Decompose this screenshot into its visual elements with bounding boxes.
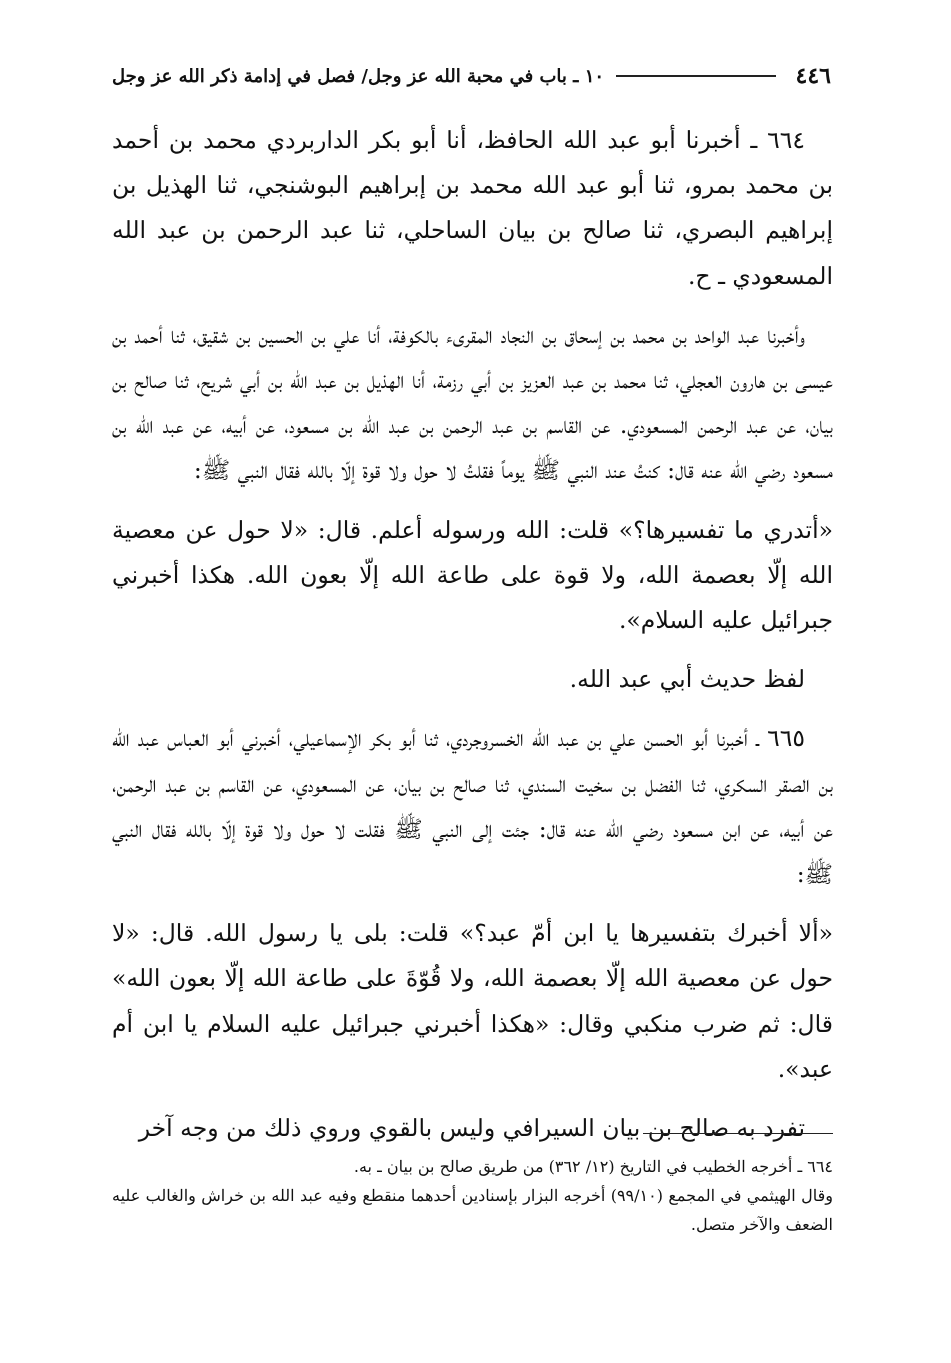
paragraph-hadith-text: «أتدري ما تفسيرها؟» قلت: الله ورسوله أعلم. قال: «لا حول عن معصية الله إلّا بعصمة الله، ولا قوة على طاعة الله إلّا بعون الله. هكذا أخبرني جبرائيل عليه السلام». xyxy=(112,515,833,635)
running-title: ١٠ ـ باب في محبة الله عز وجل/ فصل في إدامة ذكر الله عز وجل xyxy=(112,65,605,87)
footnote-664: ٦٦٤ ـ أخرجه الخطيب في التاريخ (١٢/ ٣٦٢) من طريق صالح بن بيان ـ به. xyxy=(353,1157,833,1176)
page-header xyxy=(112,58,831,94)
footnotes xyxy=(112,1152,833,1239)
footnote-separator xyxy=(643,1133,833,1134)
page-number: ٤٤٦ xyxy=(795,63,831,89)
paragraph-hadith-664: ٦٦٤ ـ أخبرنا أبو عبد الله الحافظ، أنا أبو بكر الداربردي محمد بن أحمد بن محمد بمرو، ثنا أبو عبد الله محمد بن إبراهيم البوشنجي، ثنا الهذيل بن إبراهيم البصري، ثنا صالح بن بيان الساحلي، ثنا عبد الرحمن بن عبد الله المسعودي ـ ح. xyxy=(112,126,833,290)
footnote-continuation: وقال الهيثمي في المجمع (٩٩/١٠) أخرجه البزار بإسنادين أحدهما منقطع وفيه عبد الله بن خراش والغالب عليه الضعف والآخر متصل. xyxy=(112,1186,834,1234)
paragraph-wording-note: لفظ حديث أبي عبد الله. xyxy=(569,665,805,694)
paragraph-hadith-665: ٦٦٥ ـ أخبرنا أبو الحسن علي بن عبد الله الخسروجردي، ثنا أبو بكر الإسماعيلي، أخبرني أبو العباس عبد الله بن الصقر السكري، ثنا الفضل بن سخيت السندي، ثنا صالح بن بيان، عن المسعودي، عن القاسم بن عبد الرحمن، عن أبيه، عن ابن مسعود رضي الله عنه قال: جئت إلى النبي ﷺ فقلت لا حول ولا قوة إلّا بالله فقال النبي ﷺ: xyxy=(112,724,833,889)
paragraph-grading-note: تفرد به صالح بن بيان السيرافي وليس بالقوي وروي ذلك من وجه آخر xyxy=(138,1114,805,1143)
paragraph-second-chain: وأخبرنا عبد الواحد بن محمد بن إسحاق بن النجاد المقرىء بالكوفة، أنا علي بن الحسين بن شقيق، ثنا أحمد بن عيسى بن هارون العجلي، ثنا محمد بن عبد العزيز بن أبي رزمة، أنا الهذيل بن عبد الله بن أبي شريح، ثنا صالح بن بيان، عن عبد الرحمن المسعودي. عن القاسم بن عبد الرحمن بن عبد الله بن مسعود، عن أبيه، عن عبد الله بن مسعود رضي الله عنه قال: كنتُ عند النبي ﷺ يوماً فقلتُ لا حول ولا قوة إلّا بالله فقال النبي ﷺ: xyxy=(112,320,833,485)
main-text xyxy=(112,118,833,1165)
paragraph-hadith-665-text: «ألا أخبرك بتفسيرها يا ابن أمّ عبد؟» قلت: بلى يا رسول الله. قال: «لا حول عن معصية الله إلّا بعصمة الله، ولا قُوّةَ على طاعة الله إلّا بعون الله» قال: ثم ضرب منكبي وقال: «هكذا أخبرني جبرائيل عليه السلام يا ابن أم عبد». xyxy=(112,919,833,1083)
header-rule xyxy=(616,75,776,77)
